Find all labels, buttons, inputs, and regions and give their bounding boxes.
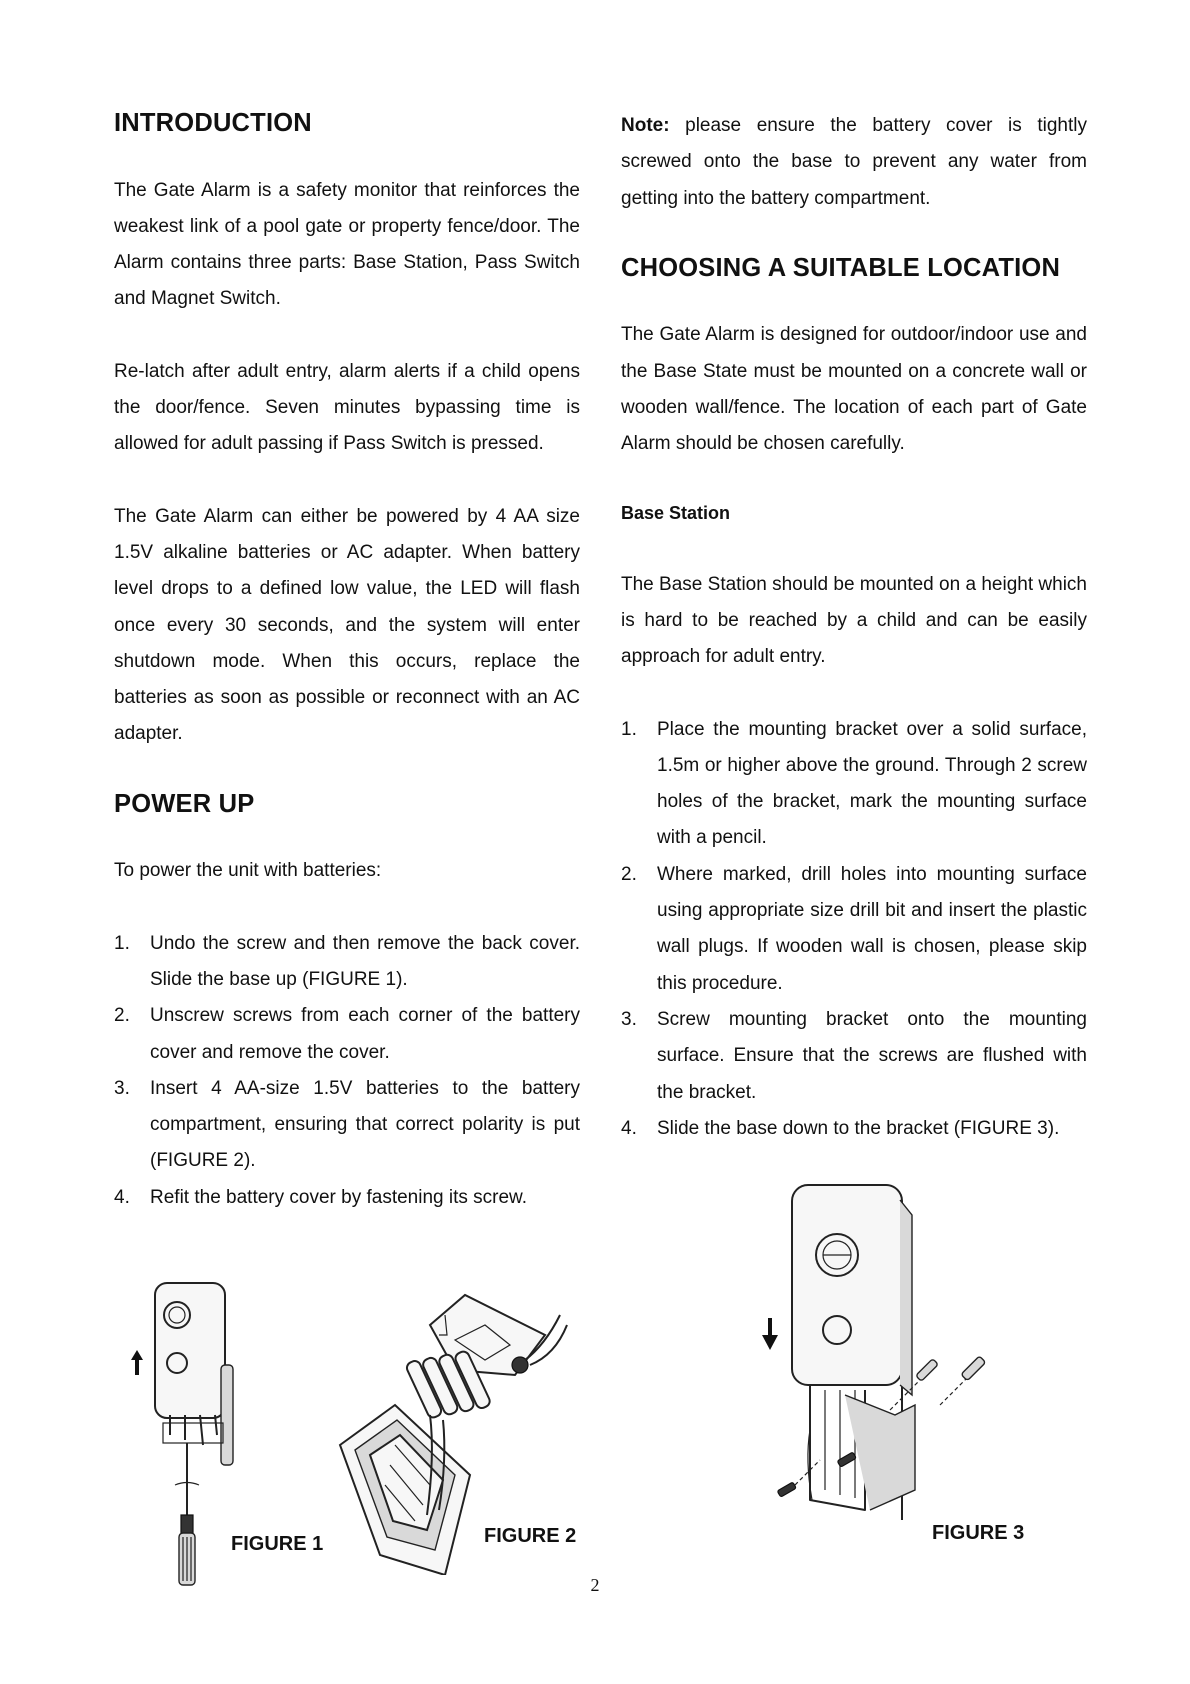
list-item: 4. Slide the base down to the bracket (FIGURE 3). [621,1117,1060,1139]
location-steps [621,712,1087,1148]
figure-2-label: FIGURE 2 [484,1525,577,1547]
location-heading: CHOOSING A SUITABLE LOCATION [621,253,1061,282]
location-paragraph-1: The Gate Alarm is designed for outdoor/indoor use and the Base State must be mounted on a concrete wall or wooden wall/fence. The location of each part of Gate Alarm should be chosen carefully. [621,324,1087,455]
left-column [114,108,580,1216]
power-up-heading: POWER UP [114,789,255,818]
power-up-lead: To power the unit with batteries: [114,860,382,882]
battery-compartment-drawing [340,1405,470,1575]
power-up-steps [114,926,580,1216]
introduction-heading: INTRODUCTION [114,109,312,137]
figure-3-illustration [750,1180,1000,1520]
figure-1-label: FIGURE 1 [231,1533,324,1555]
down-arrow-icon [762,1318,778,1350]
list-item: 3. Insert 4 AA-size 1.5V batteries to the battery compartment, ensuring that correct polarity is put (FIGURE 2). [114,1077,580,1172]
list-item: 3. Screw mounting bracket onto the mounting surface. Ensure that the screws are flushed with the bracket. [621,1008,1087,1103]
location-paragraph-2: The Base Station should be mounted on a height which is hard to be reached by a child and can be easily approach for adult entry. [621,573,1087,668]
up-arrow-icon [131,1350,143,1375]
figure-1-illustration [115,1275,245,1595]
base-station-drawing [155,1283,233,1465]
note-paragraph: Note: please ensure the battery cover is tightly screwed onto the base to prevent any water from getting into the battery compartment. [621,115,1087,209]
list-item: 2. Where marked, drill holes into mounting surface using appropriate size drill bit and insert the plastic wall plugs. If wooden wall is chosen, please skip this procedure. [621,863,1087,994]
list-item: 1. Place the mounting bracket over a solid surface, 1.5m or higher above the ground. Through 2 screw holes of the bracket, mark the mounting surface with a pencil. [621,718,1087,849]
screwdriver-drawing [175,1443,199,1585]
list-item: 2. Unscrew screws from each corner of the battery cover and remove the cover. [114,1005,580,1063]
mounting-bracket-drawing [808,1385,915,1510]
page-number: 2 [590,1575,600,1595]
intro-paragraph-2: Re-latch after adult entry, alarm alerts if a child opens the door/fence. Seven minutes bypassing time is allowed for adult passing if Pass Switch is pressed. [114,360,580,455]
intro-paragraph-1: The Gate Alarm is a safety monitor that reinforces the weakest link of a pool gate or property fence/door. The Alarm contains three parts: Base Station, Pass Switch and Magnet Switch. [114,179,580,310]
base-station-subheading: Base Station [621,502,731,523]
list-item: 1. Undo the screw and then remove the back cover. Slide the base up (FIGURE 1). [114,932,580,990]
figure-3-label: FIGURE 3 [932,1522,1025,1544]
intro-paragraph-3: The Gate Alarm can either be powered by 4 AA size 1.5V alkaline batteries or AC adapter. When battery level drops to a defined low value, the LED will flash once every 30 seconds, and the system will enter shutdown mode. When this occurs, replace the batteries as soon as possible or reconnect with an AC adapter. [114,505,580,745]
right-column [621,108,1087,1147]
list-item: 4. Refit the battery cover by fastening its screw. [114,1186,528,1208]
